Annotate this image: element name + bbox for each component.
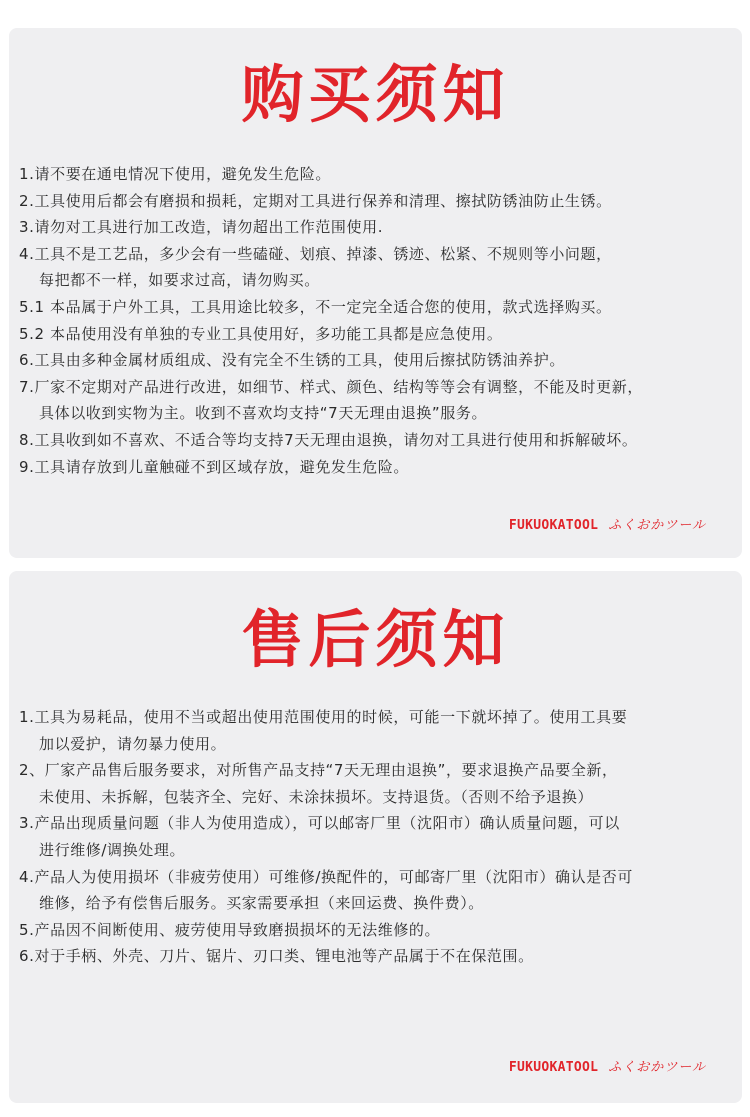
notice-item: [19, 917, 736, 944]
notice-item: [19, 943, 736, 970]
notice-item-line-continued: 未使用、未拆解，包装齐全、完好、未涂抹损坏。支持退货。（否则不给予退换）: [39, 787, 594, 806]
notice-item-line: 3.请勿对工具进行加工改造，请勿超出工作范围使用.: [19, 218, 384, 237]
notice-item: [19, 374, 736, 427]
notice-item-line: 1.请不要在通电情况下使用，避免发生危险。: [19, 165, 331, 183]
notice-item: [19, 214, 736, 241]
notice-item: [19, 454, 736, 481]
purchase-notice-list: [19, 161, 736, 480]
brand-name-jp: ふくおかツール: [608, 518, 706, 533]
notice-item: [19, 864, 736, 917]
notice-item: [19, 810, 736, 863]
notice-item-line-continued: 进行维修/调换处理。: [39, 840, 186, 859]
notice-item-line-continued: 具体以收到实物为主。收到不喜欢均支持“7天无理由退换”服务。: [39, 404, 488, 423]
notice-item-line: 3.产品出现质量问题（非人为使用造成），可以邮寄厂里（沈阳市）确认质量问题，可以: [19, 814, 620, 833]
brand-name-jp: ふくおかツール: [608, 1060, 706, 1075]
after-sales-notice-card: [9, 571, 742, 1103]
notice-item: [19, 347, 736, 374]
notice-item-line: 6.工具由多种金属材质组成、没有完全不生锈的工具，使用后擦拭防锈油养护。: [19, 351, 565, 370]
notice-item-line: 7.厂家不定期对产品进行改进，如细节、样式、颜色、结构等等会有调整，不能及时更新，: [19, 377, 643, 396]
notice-item: [19, 427, 736, 454]
notice-item-line: 2.工具使用后都会有磨损和损耗，定期对工具进行保养和清理、擦拭防锈油防止生锈。: [19, 191, 612, 210]
notice-item-line: 4.产品人为使用损坏（非疲劳使用）可维修/换配件的，可邮寄厂里（沈阳市）确认是否可: [19, 867, 633, 886]
notice-item: [19, 321, 736, 348]
notice-item-line: 5.1 本品属于户外工具，工具用途比较多，不一定完全适合您的使用，款式选择购买。: [19, 297, 612, 316]
notice-item-line: 8.工具收到如不喜欢、不适合等均支持7天无理由退换，请勿对工具进行使用和拆解破坏。: [19, 430, 638, 449]
notice-item: [19, 161, 736, 188]
brand-name-en: FUKUOKATOOL: [508, 1060, 599, 1075]
purchase-notice-title: 购买须知: [241, 58, 510, 131]
brand-signature: [509, 519, 706, 532]
notice-item-line: 6.对于手柄、外壳、刀片、锯片、刃口类、锂电池等产品属于不在保范围。: [19, 947, 534, 966]
notice-item: [19, 188, 736, 215]
after-sales-notice-list: [19, 704, 736, 970]
notice-item-line: 5.2 本品使用没有单独的专业工具使用好，多功能工具都是应急使用。: [19, 324, 503, 343]
notice-item-line: 2、厂家产品售后服务要求，对所售产品支持“7天无理由退换”，要求退换产品要全新，: [19, 761, 618, 780]
notice-item-line-continued: 维修，给予有偿售后服务。买家需要承担（来回运费、换件费）。: [39, 894, 484, 913]
brand-signature: [509, 1061, 706, 1074]
brand-name-en: FUKUOKATOOL: [508, 518, 599, 533]
notice-item-line: 1.工具为易耗品，使用不当或超出使用范围使用的时候，可能一下就坏掉了。使用工具要: [19, 708, 628, 726]
notice-item-line-continued: 每把都不一样，如要求过高，请勿购买。: [39, 271, 320, 290]
after-sales-notice-title: 售后须知: [241, 603, 510, 676]
notice-item: [19, 241, 736, 294]
purchase-notice-card: [9, 28, 742, 558]
notice-item-line: 4.工具不是工艺品，多少会有一些磕碰、划痕、掉漆、锈迹、松紧、不规则等小问题，: [19, 244, 612, 263]
notice-item: [19, 294, 736, 321]
notice-item: [19, 757, 736, 810]
notice-item-line: 5.产品因不间断使用、疲劳使用导致磨损损坏的无法维修的。: [19, 920, 441, 939]
notice-item-line: 9.工具请存放到儿童触碰不到区域存放，避免发生危险。: [19, 457, 409, 476]
notice-item-line-continued: 加以爱护，请勿暴力使用。: [39, 734, 227, 753]
notice-item: [19, 704, 736, 757]
